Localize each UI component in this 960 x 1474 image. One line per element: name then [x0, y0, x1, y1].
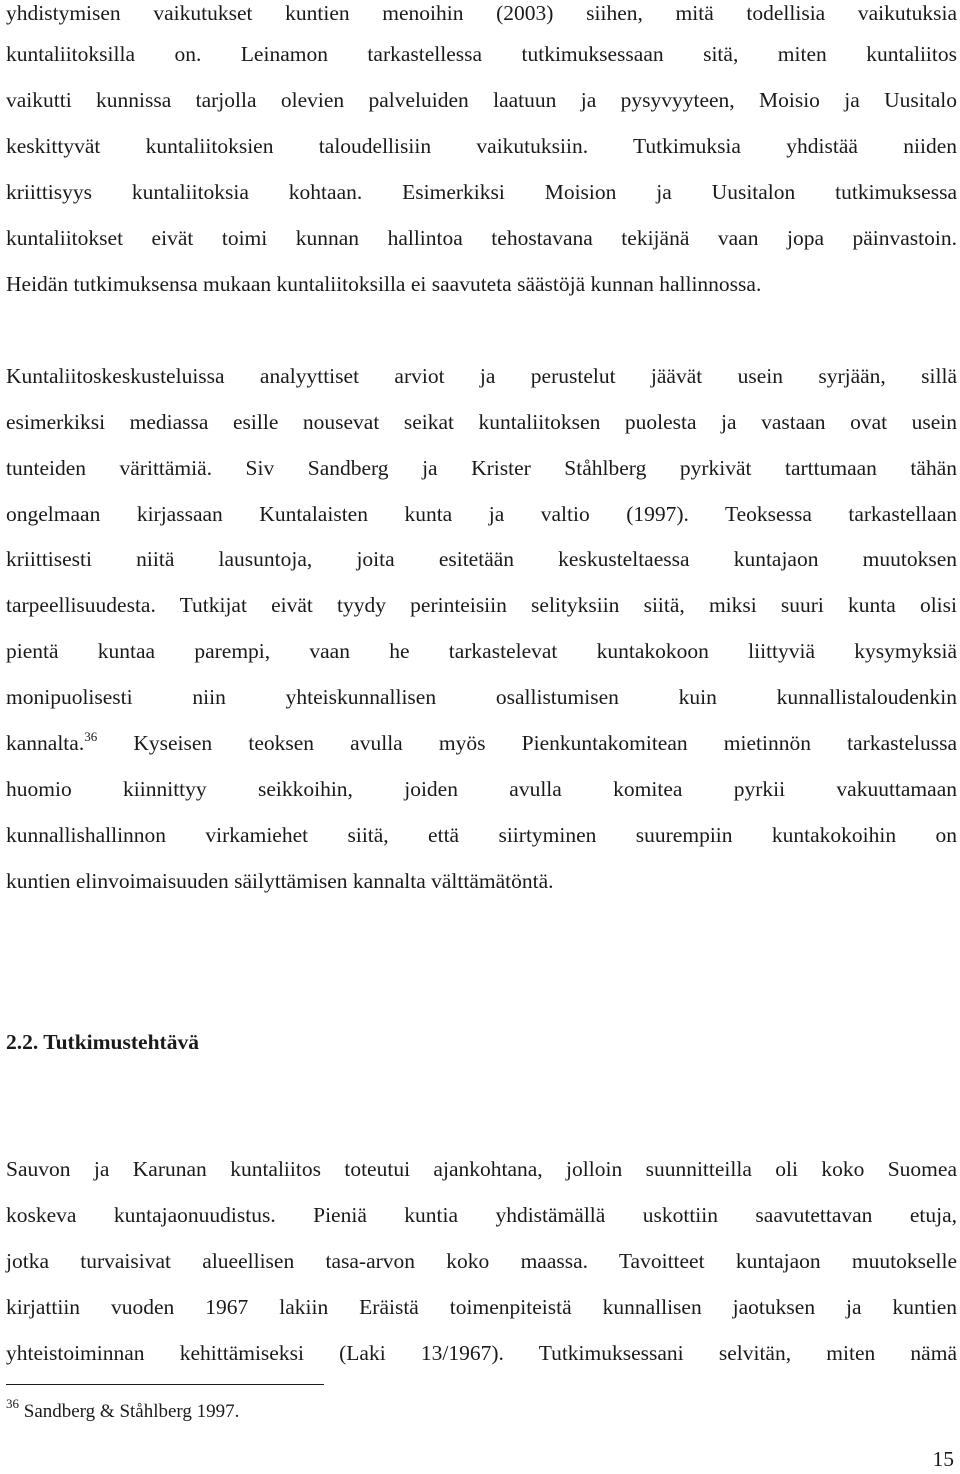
footnote-number: 36 [6, 1396, 19, 1411]
footnote [6, 1396, 240, 1424]
text-line: tarpeellisuudesta. Tutkijat eivät tyydy perinteisiin selityksiin siitä, miksi suuri kunta olisi [6, 593, 957, 617]
section-heading: 2.2. Tutkimustehtävä [6, 1030, 199, 1054]
text-line-with-footnote-ref [6, 730, 957, 756]
text-line: yhteistoiminnan kehittämiseksi (Laki 13/1967). Tutkimuksessani selvitän, miten nämä [6, 1341, 957, 1365]
text-line: vaikutti kunnissa tarjolla olevien palveluiden laatuun ja pysyvyyteen, Moisio ja Uusitalo [6, 88, 957, 112]
text-line: ongelmaan kirjassaan Kuntalaisten kunta ja valtio (1997). Teoksessa tarkastellaan [6, 502, 957, 526]
text-line: kuntien elinvoimaisuuden säilyttämisen kannalta välttämätöntä. [6, 869, 554, 893]
text-line: monipuolisesti niin yhteiskunnallisen osallistumisen kuin kunnallistaloudenkin [6, 685, 957, 709]
page-number: 15 [932, 1447, 954, 1471]
text-line: kuntaliitokset eivät toimi kunnan hallintoa tehostavana tekijänä vaan jopa päinvastoin. [6, 226, 957, 250]
text-line: huomio kiinnittyy seikkoihin, joiden avulla komitea pyrkii vakuuttamaan [6, 777, 957, 801]
text-line: Kuntaliitoskeskusteluissa analyyttiset arviot ja perustelut jäävät usein syrjään, sillä [6, 364, 957, 388]
footnote-separator [6, 1384, 324, 1385]
text-segment: Kyseisen teoksen avulla myös Pienkuntakomitean mietinnön tarkastelussa [97, 731, 957, 755]
text-line: kriittisyys kuntaliitoksia kohtaan. Esimerkiksi Moision ja Uusitalon tutkimuksessa [6, 180, 957, 204]
text-line: pientä kuntaa parempi, vaan he tarkastelevat kuntakokoon liittyviä kysymyksiä [6, 639, 957, 663]
text-line: kunnallishallinnon virkamiehet siitä, että siirtyminen suurempiin kuntakokoihin on [6, 823, 957, 847]
text-line: kirjattiin vuoden 1967 lakiin Eräistä toimenpiteistä kunnallisen jaotuksen ja kuntien [6, 1295, 957, 1319]
text-line: esimerkiksi mediassa esille nousevat seikat kuntaliitoksen puolesta ja vastaan ovat usein [6, 410, 957, 434]
text-line: keskittyvät kuntaliitoksien taloudellisiin vaikutuksiin. Tutkimuksia yhdistää niiden [6, 134, 957, 158]
footnote-reference: 36 [84, 729, 98, 744]
text-line: koskeva kuntajaonuudistus. Pieniä kuntia yhdistämällä uskottiin saavutettavan etuja, [6, 1203, 957, 1227]
text-line: tunteiden värittämiä. Siv Sandberg ja Krister Ståhlberg pyrkivät tarttumaan tähän [6, 456, 957, 480]
text-line: yhdistymisen vaikutukset kuntien menoihin (2003) siihen, mitä todellisia vaikutuksia [6, 1, 957, 25]
text-line: Heidän tutkimuksensa mukaan kuntaliitoksilla ei saavuteta säästöjä kunnan hallinnossa. [6, 272, 762, 296]
text-line: kuntaliitoksilla on. Leinamon tarkastellessa tutkimuksessaan sitä, miten kuntaliitos [6, 42, 957, 66]
text-line: kriittisesti niitä lausuntoja, joita esitetään keskusteltaessa kuntajaon muutoksen [6, 547, 957, 571]
text-line: jotka turvaisivat alueellisen tasa-arvon koko maassa. Tavoitteet kuntajaon muutokselle [6, 1249, 957, 1273]
text-segment: kannalta. [6, 731, 85, 755]
text-line: Sauvon ja Karunan kuntaliitos toteutui ajankohtana, jolloin suunnitteilla oli koko Suomea [6, 1157, 957, 1181]
footnote-text: Sandberg & Ståhlberg 1997. [19, 1401, 240, 1422]
